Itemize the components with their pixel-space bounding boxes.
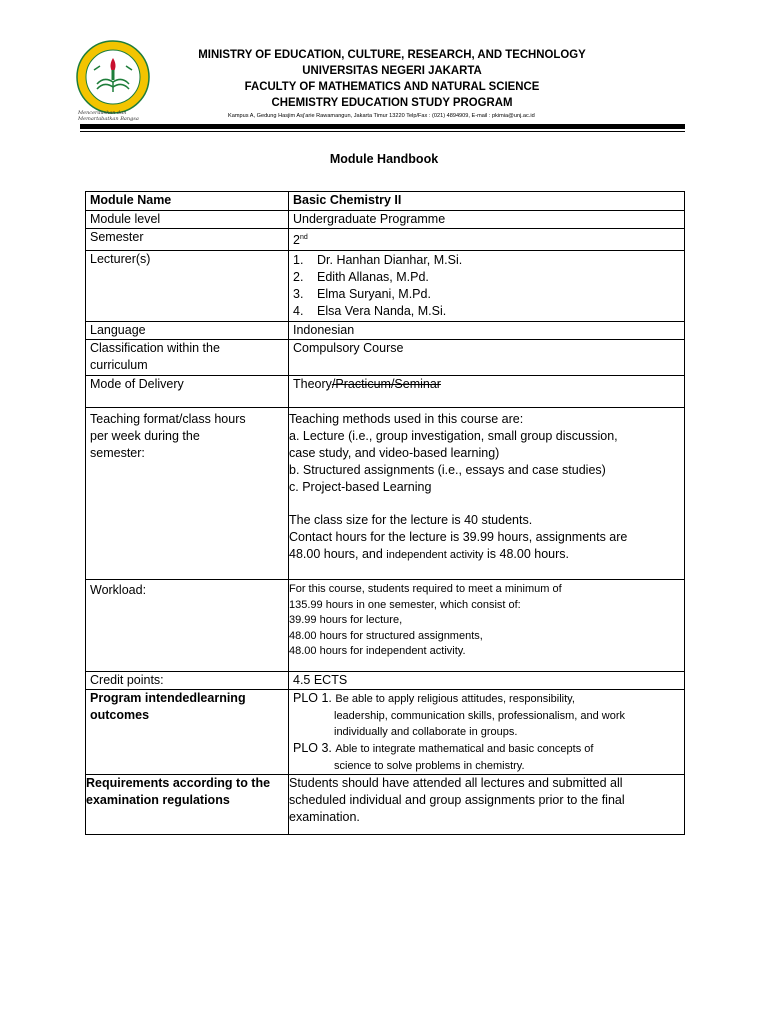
delivery-label: Mode of Delivery [86, 376, 289, 408]
table-row [86, 580, 685, 672]
address-line: Kampus A, Gedung Hasjim Asj'arie Rawamangun, Jakarta Timur 13220 Telp/Fax : (021) 4894909, E-mail : pkimia@unj.ac.id [228, 113, 535, 119]
list-item: 4. Elsa Vera Nanda, M.Si. [293, 304, 447, 318]
classification-value: Compulsory Course [289, 340, 685, 376]
letterhead [0, 0, 768, 136]
institution-heading [180, 46, 604, 120]
table-row [86, 672, 685, 690]
workload-label: Workload: [86, 580, 289, 672]
classification-label: Classification within the curriculum [86, 340, 289, 376]
page-title: Module Handbook [329, 152, 439, 166]
logo-caption: Mencerdaskan dan Memartabatkan Bangsa [78, 110, 139, 122]
table-row [86, 376, 685, 408]
semester-label: Semester [86, 229, 289, 251]
table-row [86, 690, 685, 775]
module-name-value: Basic Chemistry II [289, 192, 685, 211]
list-item: 1. Dr. Hanhan Dianhar, M.Si. [293, 253, 463, 267]
module-table [85, 191, 685, 835]
faculty-line: FACULTY OF MATHEMATICS AND NATURAL SCIENCE [244, 79, 540, 93]
table-row [86, 340, 685, 376]
table-row [86, 211, 685, 229]
workload-value: For this course, students required to meet a minimum of 135.99 hours in one semester, which consist of: 39.99 hours for lecture, 48.00 hours for structured assignments, 48.00 hours for independent activity. [289, 580, 685, 672]
teaching-format-value: Teaching methods used in this course are: a. Lecture (i.e., group investigation, small group discussion, case study, and video-based learning) b. Structured assignments (i.e., essays and case studies) c. Project-based Learning The class size for the lecture is 40 students. Contact hours for the lecture is 39.99 hours, assignments are 48.00 hours, and independent activity is 48.00 hours. [289, 408, 685, 580]
header-divider-thick [80, 124, 685, 129]
table-row [86, 229, 685, 251]
requirements-label: Requirements according to the examination regulations [86, 775, 289, 835]
university-logo-icon [76, 40, 150, 114]
plo-value: PLO 1. Be able to apply religious attitudes, responsibility, leadership, communication skills, professionalism, and work individually and collaborate in groups. PLO 3. Able to integrate mathematical and basic concepts of science to solve problems in chemistry. [289, 690, 685, 775]
header-divider-thin [80, 131, 685, 132]
university-line: UNIVERSITAS NEGERI JAKARTA [302, 63, 482, 77]
plo-label: Program intendedlearning outcomes [86, 690, 289, 775]
table-row [86, 408, 685, 580]
language-label: Language [86, 322, 289, 340]
requirements-value: Students should have attended all lectures and submitted all scheduled individual and group assignments prior to the final examination. [289, 775, 685, 835]
module-level-label: Module level [86, 211, 289, 229]
lecturers-list [289, 251, 685, 322]
list-item: 3. Elma Suryani, M.Pd. [293, 287, 431, 301]
teaching-format-label: Teaching format/class hours per week during the semester: [86, 408, 289, 580]
lecturers-label: Lecturer(s) [86, 251, 289, 322]
ministry-line: MINISTRY OF EDUCATION, CULTURE, RESEARCH, AND TECHNOLOGY [198, 47, 586, 61]
program-line: CHEMISTRY EDUCATION STUDY PROGRAM [271, 95, 513, 109]
semester-value: 2nd [289, 229, 685, 251]
delivery-value: Theory/Practicum/Seminar [289, 376, 685, 408]
credit-points-label: Credit points: [86, 672, 289, 690]
language-value: Indonesian [289, 322, 685, 340]
table-row [86, 251, 685, 322]
table-row [86, 322, 685, 340]
module-level-value: Undergraduate Programme [289, 211, 685, 229]
table-row [86, 192, 685, 211]
credit-points-value: 4.5 ECTS [289, 672, 685, 690]
list-item: 2. Edith Allanas, M.Pd. [293, 270, 429, 284]
module-name-label: Module Name [86, 192, 289, 211]
table-row [86, 775, 685, 835]
